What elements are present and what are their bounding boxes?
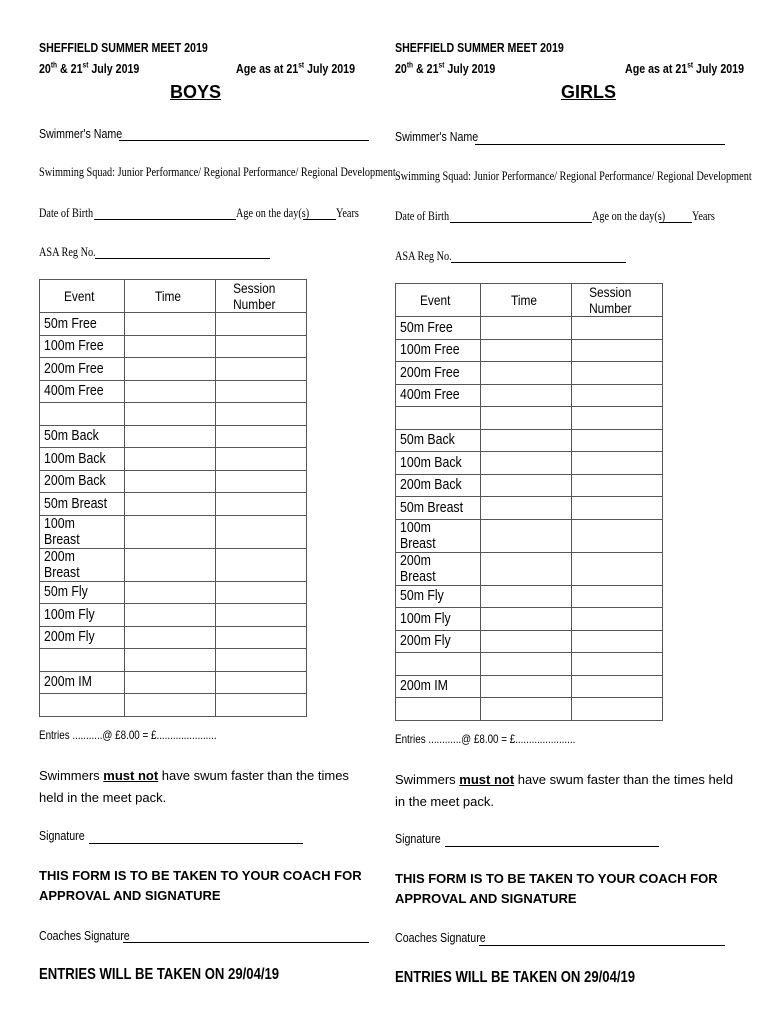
time-entry-cell[interactable] — [125, 335, 216, 358]
time-entry-cell[interactable] — [125, 425, 216, 448]
swimmer-name-field[interactable] — [119, 140, 369, 141]
time-entry-cell[interactable] — [481, 653, 572, 676]
session-number-cell[interactable] — [572, 317, 663, 340]
time-entry-cell[interactable] — [125, 626, 216, 649]
time-entry-cell[interactable] — [125, 548, 216, 581]
squad-options: Swimming Squad: Junior Performance/ Regional Performance/ Regional Development — [39, 165, 396, 179]
coach-approval-notice: THIS FORM IS TO BE TAKEN TO YOUR COACH FOR APPROVAL AND SIGNATURE — [39, 868, 362, 903]
dob-label: Date of Birth — [395, 209, 450, 223]
event-name-cell: 100m Back — [396, 452, 481, 475]
event-row — [40, 626, 307, 649]
years-label: Years — [336, 206, 359, 220]
time-entry-cell[interactable] — [481, 630, 572, 653]
age-as-at: Age as at 21st July 2019 — [236, 60, 356, 76]
squad-options: Swimming Squad: Junior Performance/ Regional Performance/ Regional Development — [395, 169, 752, 183]
coach-approval-notice: THIS FORM IS TO BE TAKEN TO YOUR COACH FOR APPROVAL AND SIGNATURE — [395, 871, 718, 906]
time-entry-cell[interactable] — [125, 313, 216, 336]
age-field[interactable] — [659, 222, 692, 223]
time-entry-cell[interactable] — [125, 581, 216, 604]
meet-dates: 20th & 21st July 2019 — [39, 60, 140, 76]
event-row — [396, 429, 663, 452]
asa-reg-label: ASA Reg No. — [395, 249, 452, 263]
session-number-cell[interactable] — [216, 335, 307, 358]
boys-entry-form — [39, 0, 396, 1024]
event-row — [40, 358, 307, 381]
session-number-cell[interactable] — [572, 497, 663, 520]
time-entry-cell[interactable] — [481, 339, 572, 362]
coaches-signature-field[interactable] — [123, 942, 369, 943]
time-entry-cell[interactable] — [125, 649, 216, 672]
event-row — [396, 407, 663, 430]
event-row — [396, 608, 663, 631]
event-name-cell: 50m Fly — [396, 585, 481, 608]
swimmer-name-label: Swimmer's Name — [39, 126, 123, 141]
session-number-cell[interactable] — [216, 581, 307, 604]
event-row — [396, 552, 663, 585]
session-number-cell[interactable] — [216, 403, 307, 426]
time-entry-cell[interactable] — [481, 362, 572, 385]
events-table-header — [40, 280, 307, 313]
session-number-cell[interactable] — [572, 339, 663, 362]
time-entry-cell[interactable] — [481, 552, 572, 585]
session-number-cell[interactable] — [216, 448, 307, 471]
event-name-cell: 50m Fly — [40, 581, 125, 604]
time-entry-cell[interactable] — [481, 585, 572, 608]
session-number-cell[interactable] — [572, 585, 663, 608]
dob-field[interactable] — [450, 222, 592, 223]
event-name-cell: 200m Back — [396, 474, 481, 497]
session-number-cell[interactable] — [216, 313, 307, 336]
age-label: Age on the day(s) — [236, 206, 310, 220]
session-number-cell[interactable] — [216, 425, 307, 448]
session-number-cell[interactable] — [572, 653, 663, 676]
session-number-cell[interactable] — [216, 694, 307, 717]
signature-label: Signature — [395, 831, 441, 846]
event-name-cell — [40, 403, 125, 426]
meet-title: SHEFFIELD SUMMER MEET 2019 — [395, 40, 564, 55]
event-row — [396, 675, 663, 698]
event-row — [40, 671, 307, 694]
entries-deadline: ENTRIES WILL BE TAKEN ON 29/04/19 — [395, 969, 636, 986]
meet-dates: 20th & 21st July 2019 — [395, 60, 496, 76]
time-entry-cell[interactable] — [481, 698, 572, 721]
event-column-header: Event — [396, 284, 481, 317]
event-name-cell: 400m Free — [40, 380, 125, 403]
time-entry-cell[interactable] — [481, 474, 572, 497]
event-name-cell: 200m IM — [40, 671, 125, 694]
time-entry-cell[interactable] — [125, 694, 216, 717]
entries-fee-line: Entries ............@ £8.00 = £...................... — [395, 732, 576, 746]
event-row — [40, 403, 307, 426]
session-number-cell[interactable] — [572, 552, 663, 585]
event-name-cell: 200m Fly — [40, 626, 125, 649]
event-row — [40, 313, 307, 336]
signature-label: Signature — [39, 828, 85, 843]
session-number-cell[interactable] — [216, 358, 307, 381]
event-name-cell: 400m Free — [396, 384, 481, 407]
dob-field[interactable] — [94, 219, 236, 220]
event-name-cell: 100m Free — [40, 335, 125, 358]
time-entry-cell[interactable] — [481, 407, 572, 430]
event-name-cell: 100m Breast — [40, 515, 125, 548]
time-entry-cell[interactable] — [481, 497, 572, 520]
meet-title: SHEFFIELD SUMMER MEET 2019 — [39, 40, 208, 55]
section-heading-girls: GIRLS — [561, 82, 617, 102]
events-table — [39, 279, 307, 717]
event-row — [40, 649, 307, 672]
time-entry-cell[interactable] — [481, 675, 572, 698]
event-row — [40, 515, 307, 548]
events-table-header — [396, 284, 663, 317]
time-entry-cell[interactable] — [125, 403, 216, 426]
event-name-cell: 100m Fly — [40, 604, 125, 627]
event-row — [40, 425, 307, 448]
event-name-cell: 50m Back — [40, 425, 125, 448]
event-row — [40, 548, 307, 581]
session-number-cell[interactable] — [216, 649, 307, 672]
time-entry-cell[interactable] — [481, 429, 572, 452]
session-number-cell[interactable] — [216, 548, 307, 581]
dob-label: Date of Birth — [39, 206, 94, 220]
event-row — [40, 380, 307, 403]
age-as-at: Age as at 21st July 2019 — [625, 60, 745, 76]
time-entry-cell[interactable] — [481, 317, 572, 340]
time-entry-cell[interactable] — [125, 470, 216, 493]
event-name-cell: 100m Free — [396, 339, 481, 362]
session-number-cell[interactable] — [216, 380, 307, 403]
event-name-cell: 200m Back — [40, 470, 125, 493]
session-number-cell[interactable] — [216, 604, 307, 627]
event-row — [396, 474, 663, 497]
girls-entry-form — [395, 0, 752, 1024]
session-number-cell[interactable] — [216, 515, 307, 548]
time-entry-cell[interactable] — [125, 671, 216, 694]
session-number-cell[interactable] — [216, 671, 307, 694]
event-name-cell: 50m Breast — [40, 493, 125, 516]
session-number-cell[interactable] — [572, 675, 663, 698]
event-column-header: Event — [40, 280, 125, 313]
event-name-cell: 200m IM — [396, 675, 481, 698]
times-notice: Swimmers must not have swum faster than the times held in the meet pack. — [395, 772, 734, 809]
session-number-cell[interactable] — [572, 630, 663, 653]
age-field[interactable] — [303, 219, 336, 220]
event-row — [396, 317, 663, 340]
event-name-cell — [396, 407, 481, 430]
times-notice: Swimmers must not have swum faster than the times held in the meet pack. — [39, 768, 349, 805]
session-column-header: Session Number — [572, 284, 663, 317]
event-name-cell — [396, 653, 481, 676]
event-name-cell: 50m Free — [396, 317, 481, 340]
years-label: Years — [692, 209, 715, 223]
event-name-cell: 50m Free — [40, 313, 125, 336]
asa-reg-label: ASA Reg No. — [39, 245, 96, 259]
time-entry-cell[interactable] — [481, 452, 572, 475]
time-entry-cell[interactable] — [125, 604, 216, 627]
session-number-cell[interactable] — [572, 608, 663, 631]
session-number-cell[interactable] — [572, 452, 663, 475]
event-name-cell: 100m Fly — [396, 608, 481, 631]
event-row — [396, 630, 663, 653]
age-label: Age on the day(s) — [592, 209, 666, 223]
event-row — [396, 653, 663, 676]
time-entry-cell[interactable] — [125, 493, 216, 516]
time-entry-cell[interactable] — [481, 519, 572, 552]
event-row — [40, 604, 307, 627]
event-name-cell: 200m Free — [40, 358, 125, 381]
asa-reg-field[interactable] — [451, 262, 626, 263]
session-number-cell[interactable] — [216, 493, 307, 516]
session-number-cell[interactable] — [216, 470, 307, 493]
entries-deadline: ENTRIES WILL BE TAKEN ON 29/04/19 — [39, 966, 280, 983]
event-row — [396, 339, 663, 362]
signature-field[interactable] — [89, 843, 303, 844]
session-number-cell[interactable] — [572, 474, 663, 497]
event-row — [40, 694, 307, 717]
time-entry-cell[interactable] — [125, 358, 216, 381]
signature-field[interactable] — [445, 846, 659, 847]
coaches-signature-field[interactable] — [479, 945, 725, 946]
section-heading-boys: BOYS — [170, 82, 222, 102]
events-table — [395, 283, 663, 721]
time-entry-cell[interactable] — [481, 384, 572, 407]
event-row — [40, 493, 307, 516]
session-number-cell[interactable] — [572, 429, 663, 452]
event-row — [396, 585, 663, 608]
time-column-header: Time — [481, 284, 572, 317]
event-row — [396, 384, 663, 407]
time-entry-cell[interactable] — [125, 448, 216, 471]
event-name-cell — [396, 698, 481, 721]
event-row — [396, 698, 663, 721]
event-name-cell: 200m Fly — [396, 630, 481, 653]
session-number-cell[interactable] — [572, 384, 663, 407]
session-number-cell[interactable] — [572, 519, 663, 552]
event-name-cell: 200m Breast — [396, 552, 481, 585]
event-row — [40, 448, 307, 471]
event-name-cell: 200m Breast — [40, 548, 125, 581]
session-number-cell[interactable] — [572, 698, 663, 721]
session-number-cell[interactable] — [216, 626, 307, 649]
event-name-cell: 50m Breast — [396, 497, 481, 520]
event-row — [396, 452, 663, 475]
event-row — [396, 497, 663, 520]
session-column-header: Session Number — [216, 280, 307, 313]
asa-reg-field[interactable] — [95, 258, 270, 259]
time-entry-cell[interactable] — [125, 380, 216, 403]
event-row — [40, 335, 307, 358]
event-row — [40, 470, 307, 493]
event-name-cell — [40, 649, 125, 672]
event-name-cell: 200m Free — [396, 362, 481, 385]
event-row — [396, 519, 663, 552]
entries-fee-line: Entries ...........@ £8.00 = £...................... — [39, 728, 217, 742]
time-column-header: Time — [125, 280, 216, 313]
event-name-cell: 100m Back — [40, 448, 125, 471]
swimmer-name-field[interactable] — [475, 144, 725, 145]
coaches-signature-label: Coaches Signature — [395, 930, 486, 945]
event-name-cell — [40, 694, 125, 717]
event-row — [396, 362, 663, 385]
session-number-cell[interactable] — [572, 407, 663, 430]
event-row — [40, 581, 307, 604]
coaches-signature-label: Coaches Signature — [39, 928, 130, 943]
event-name-cell: 100m Breast — [396, 519, 481, 552]
swimmer-name-label: Swimmer's Name — [395, 129, 479, 144]
time-entry-cell[interactable] — [125, 515, 216, 548]
event-name-cell: 50m Back — [396, 429, 481, 452]
time-entry-cell[interactable] — [481, 608, 572, 631]
session-number-cell[interactable] — [572, 362, 663, 385]
